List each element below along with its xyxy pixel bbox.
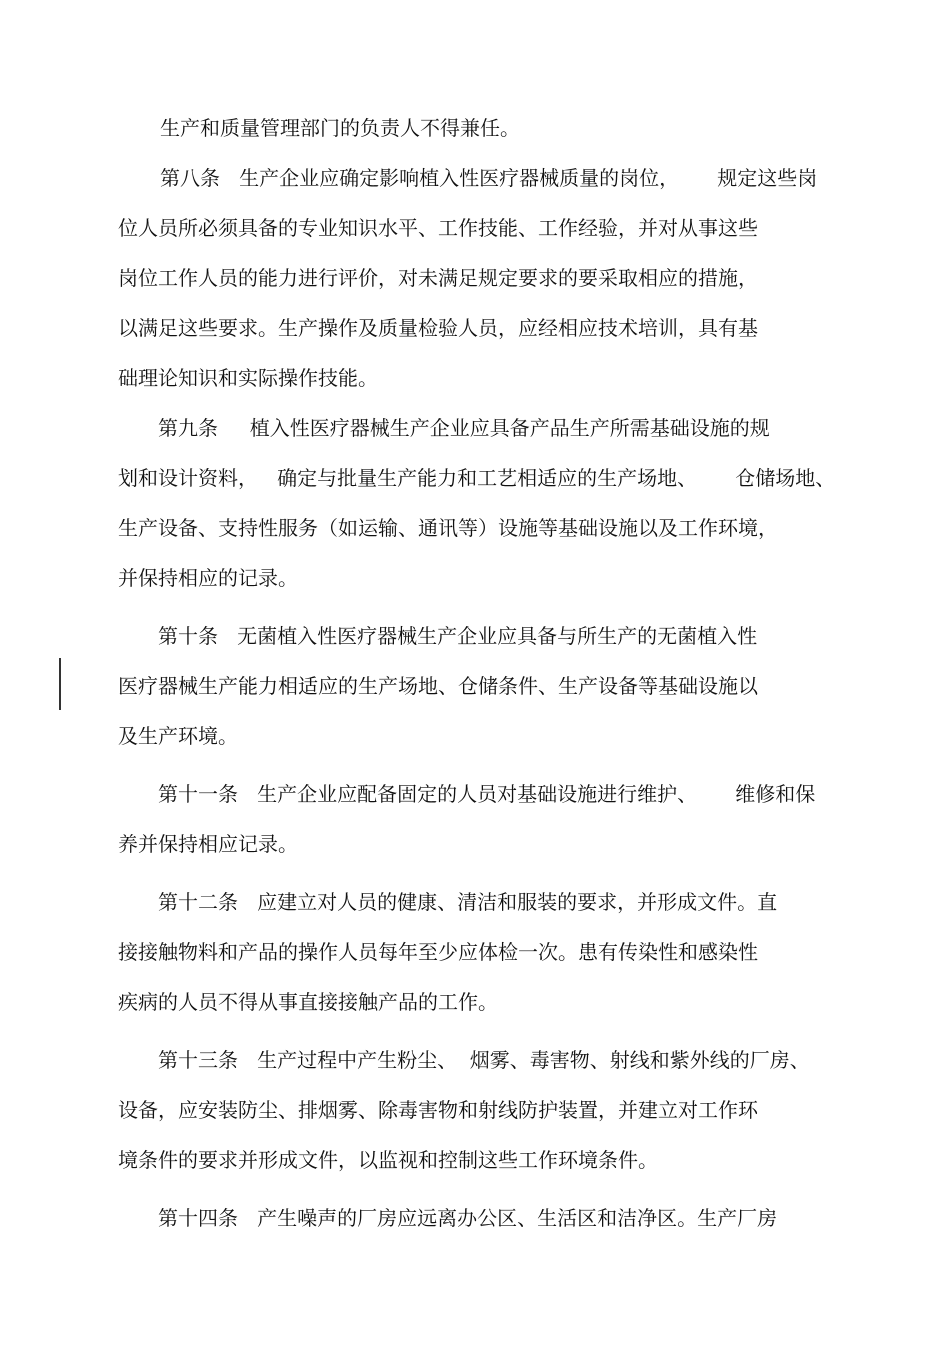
text-line: 医疗器械生产能力相适应的生产场地、仓储条件、生产设备等基础设施以 [118,674,758,698]
text-line: 第十三条 生产过程中产生粉尘、 烟雾、毒害物、射线和紫外线的厂房、 [158,1048,810,1072]
text-line: 境条件的要求并形成文件，以监视和控制这些工作环境条件。 [118,1148,658,1172]
text-line: 养并保持相应记录。 [118,832,298,856]
text-line: 第十二条 应建立对人员的健康、清洁和服装的要求，并形成文件。直 [158,890,778,914]
text-line: 第十四条 产生噪声的厂房应远离办公区、生活区和洁净区。生产厂房 [158,1206,778,1230]
text-line: 划和设计资料， 确定与批量生产能力和工艺相适应的生产场地、 仓储场地、 [118,466,836,490]
text-line: 及生产环境。 [118,724,238,748]
text-line: 第十一条 生产企业应配备固定的人员对基础设施进行维护、 维修和保 [158,782,816,806]
text-line: 并保持相应的记录。 [118,566,298,590]
text-line: 生产和质量管理部门的负责人不得兼任。 [160,116,520,140]
text-line: 岗位工作人员的能力进行评价，对未满足规定要求的要采取相应的措施， [118,266,758,290]
margin-change-bar [59,658,61,710]
text-line: 生产设备、支持性服务（如运输、通讯等）设施等基础设施以及工作环境， [118,516,778,540]
text-line: 接接触物料和产品的操作人员每年至少应体检一次。患有传染性和感染性 [118,940,758,964]
text-line: 设备，应安装防尘、排烟雾、除毒害物和射线防护装置，并建立对工作环 [118,1098,758,1122]
text-line: 以满足这些要求。生产操作及质量检验人员，应经相应技术培训，具有基 [118,316,758,340]
text-line: 第八条 生产企业应确定影响植入性医疗器械质量的岗位， 规定这些岗 [160,166,818,190]
text-line: 础理论知识和实际操作技能。 [118,366,378,390]
text-line: 第九条 植入性医疗器械生产企业应具备产品生产所需基础设施的规 [158,416,770,440]
text-line: 疾病的人员不得从事直接接触产品的工作。 [118,990,498,1014]
text-line: 第十条 无菌植入性医疗器械生产企业应具备与所生产的无菌植入性 [158,624,758,648]
text-line: 位人员所必须具备的专业知识水平、工作技能、工作经验，并对从事这些 [118,216,758,240]
